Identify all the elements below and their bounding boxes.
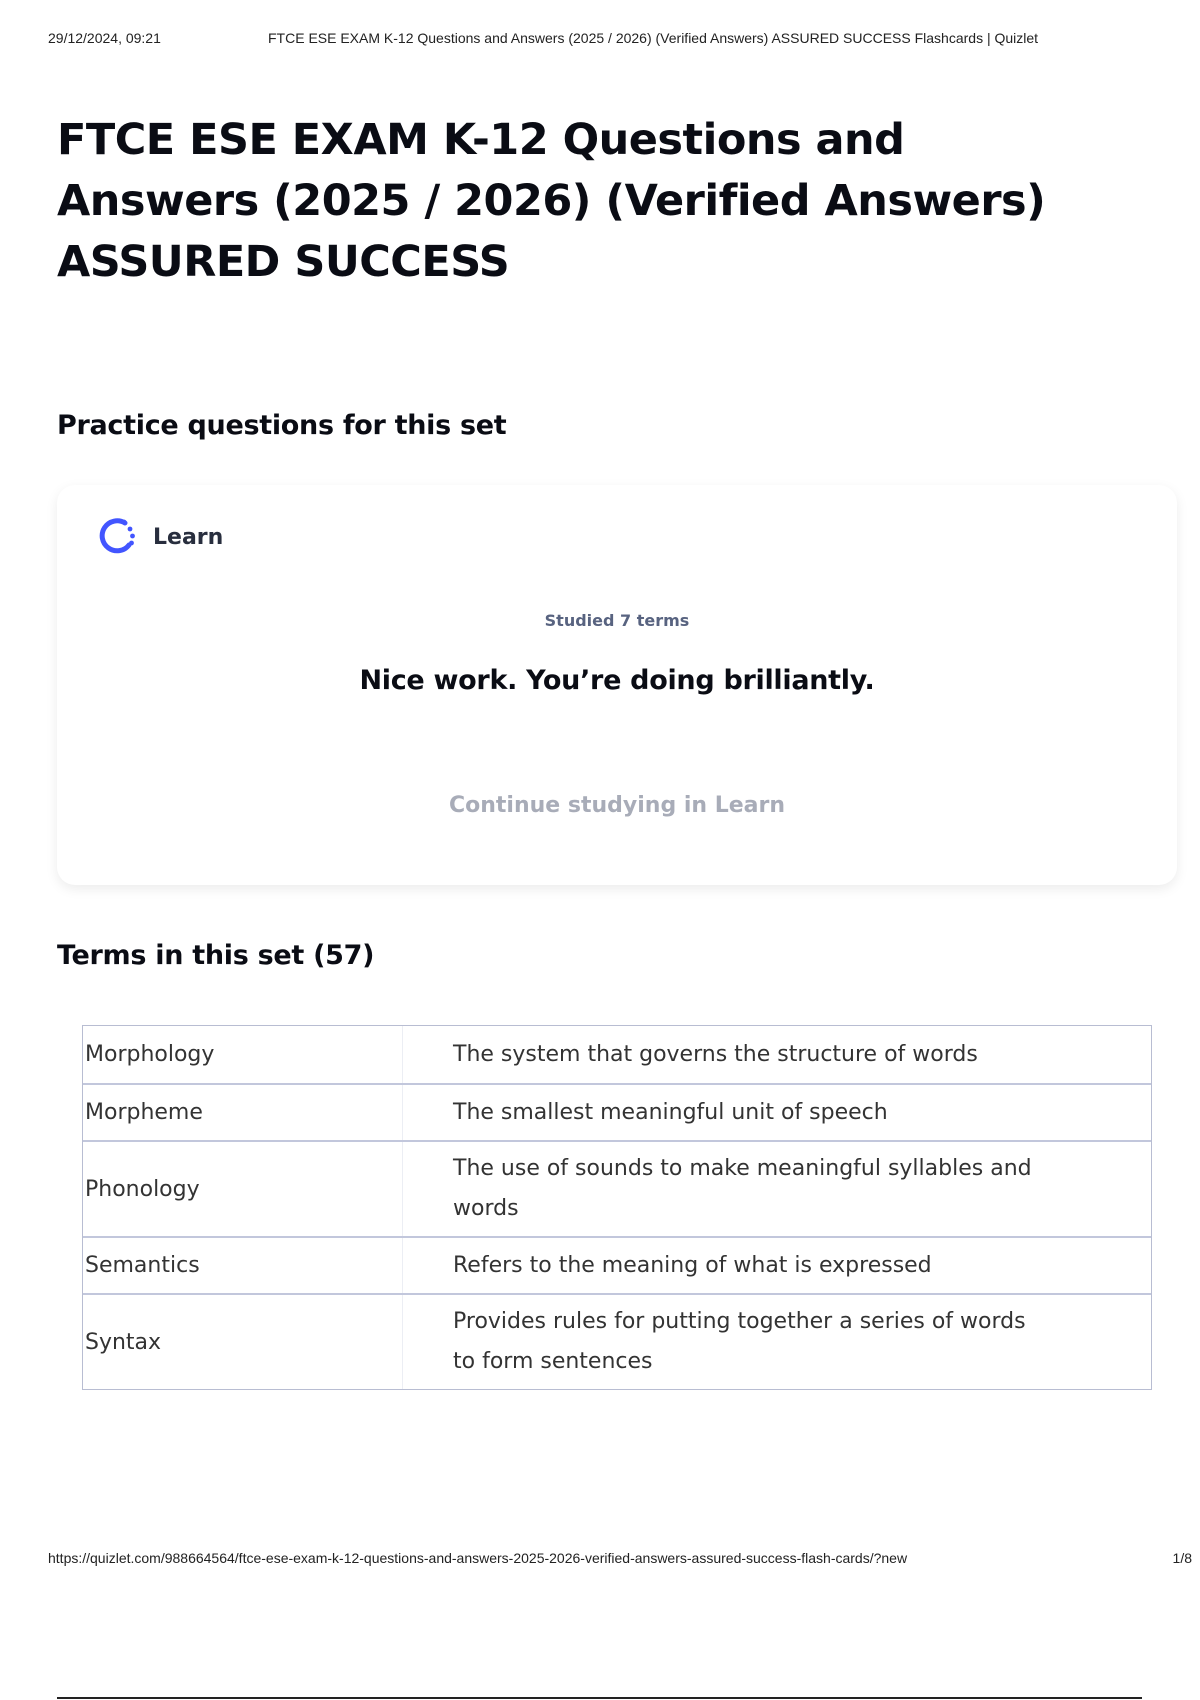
term-cell: Morpheme bbox=[83, 1085, 403, 1140]
print-date: 29/12/2024, 09:21 bbox=[48, 30, 161, 46]
learn-header bbox=[95, 515, 223, 559]
terms-heading: Terms in this set (57) bbox=[57, 940, 375, 971]
table-row bbox=[83, 1083, 1151, 1140]
definition-cell: Provides rules for putting together a series of words to form sentences bbox=[453, 1309, 1026, 1374]
definition-cell: The smallest meaningful unit of speech bbox=[453, 1099, 888, 1125]
print-header bbox=[48, 30, 1152, 50]
print-doc-title: FTCE ESE EXAM K-12 Questions and Answers (2025 / 2026) (Verified Answers) ASSURED SUCCESS Flashcards | Quizlet bbox=[268, 30, 1039, 46]
term-cell: Semantics bbox=[83, 1238, 403, 1293]
practice-heading: Practice questions for this set bbox=[57, 410, 507, 441]
table-row bbox=[83, 1293, 1151, 1389]
print-url: https://quizlet.com/988664564/ftce-ese-exam-k-12-questions-and-answers-2025-2026-verified-answers-assured-success-flash-cards/?new bbox=[48, 1550, 908, 1566]
term-cell: Syntax bbox=[83, 1295, 403, 1389]
table-row bbox=[83, 1026, 1151, 1083]
learn-progress-icon bbox=[95, 515, 139, 559]
page-number: 1/8 bbox=[1172, 1550, 1192, 1566]
studied-count-text: Studied 7 terms bbox=[544, 611, 690, 630]
definition-cell: The use of sounds to make meaningful syllables and words bbox=[453, 1156, 1032, 1221]
term-cell: Phonology bbox=[83, 1142, 403, 1236]
definition-cell: Refers to the meaning of what is expressed bbox=[453, 1252, 932, 1278]
learn-label: Learn bbox=[153, 524, 224, 550]
bottom-divider bbox=[57, 1697, 1142, 1699]
continue-learn-button[interactable]: Continue studying in Learn bbox=[448, 793, 786, 818]
page-title: FTCE ESE EXAM K-12 Questions and Answers (2025 / 2026) (Verified Answers) ASSURED SUCCESS bbox=[57, 115, 1046, 287]
praise-message: Nice work. You’re doing brilliantly. bbox=[359, 665, 875, 696]
learn-card bbox=[57, 485, 1177, 885]
terms-table bbox=[82, 1025, 1152, 1390]
term-cell: Morphology bbox=[83, 1026, 403, 1083]
print-footer bbox=[48, 1550, 1192, 1570]
definition-cell: The system that governs the structure of words bbox=[453, 1041, 978, 1067]
table-row bbox=[83, 1140, 1151, 1236]
table-row bbox=[83, 1236, 1151, 1293]
